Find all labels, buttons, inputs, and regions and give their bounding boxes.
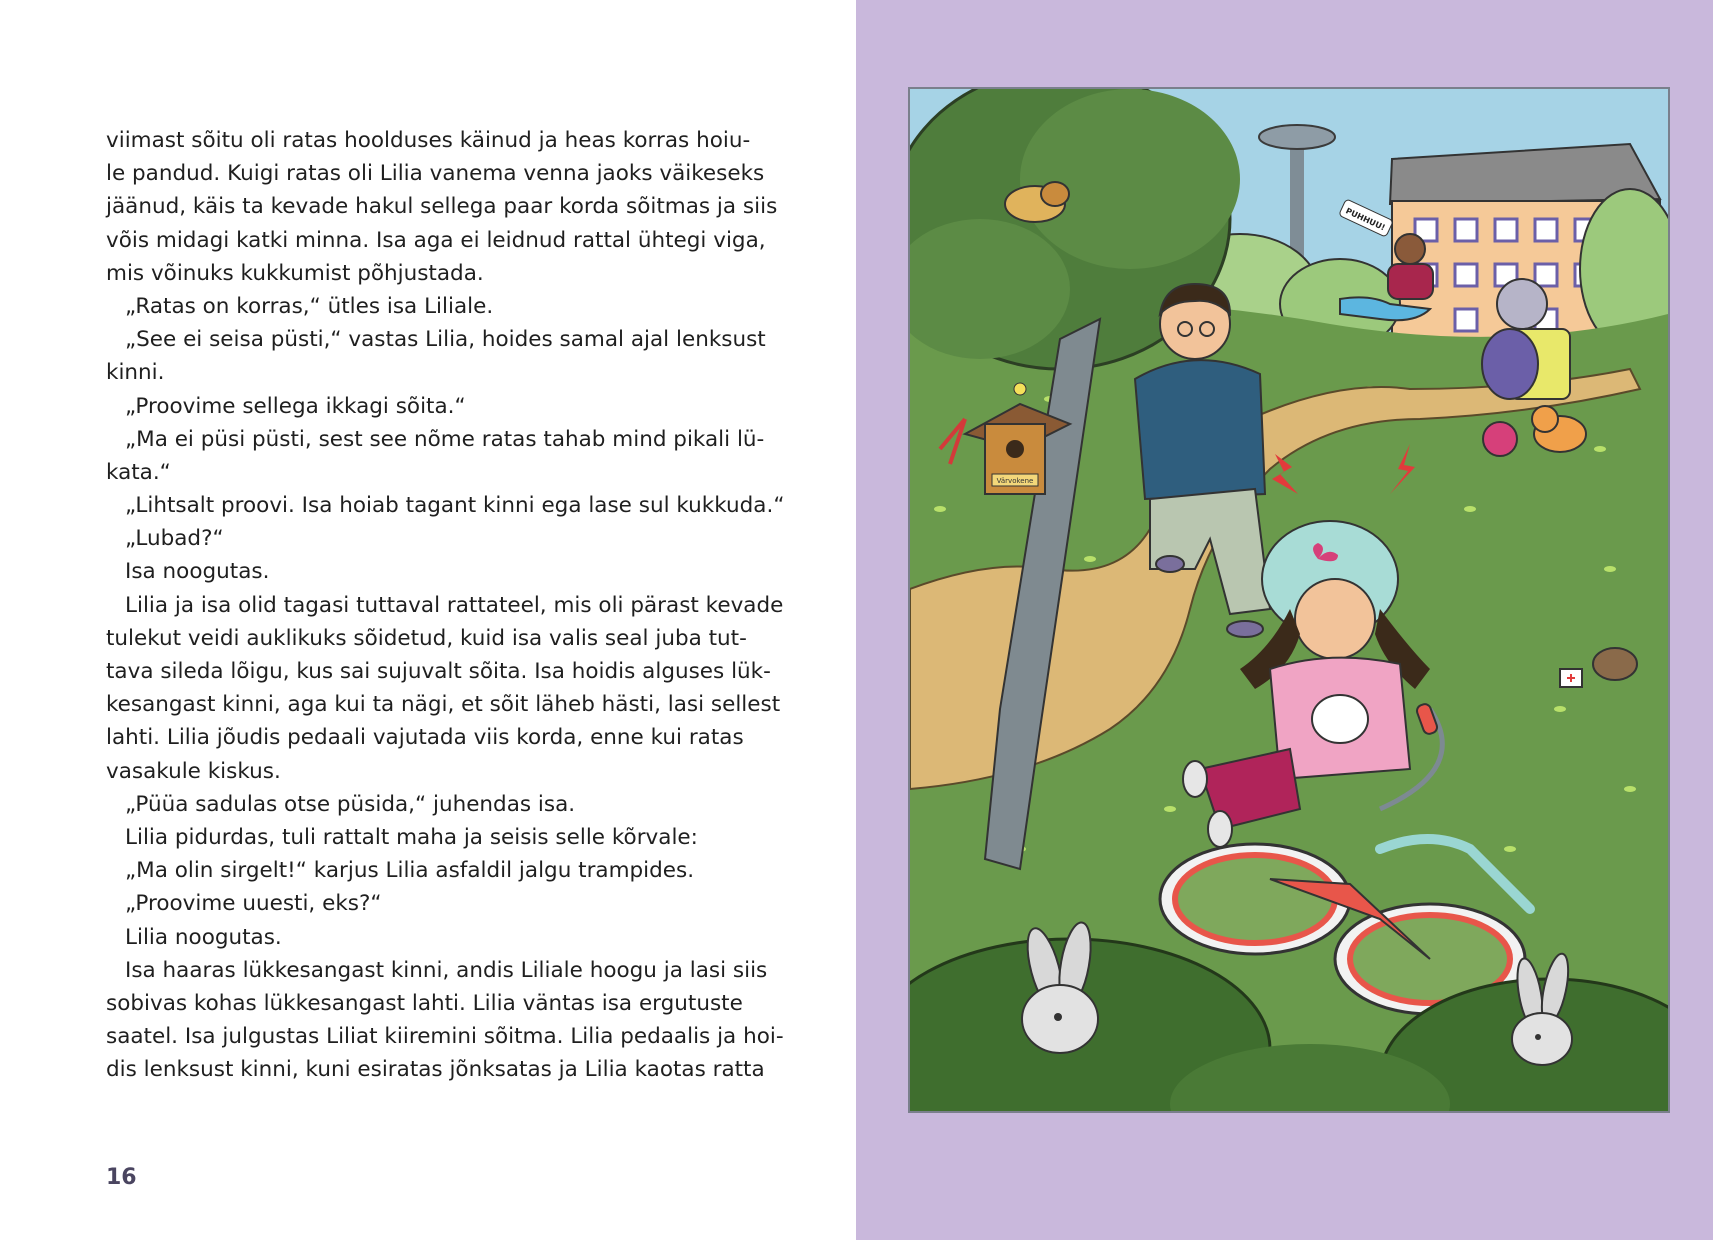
text-line: „Lubad?“: [125, 526, 224, 552]
text-line: Isa haaras lükkesangast kinni, andis Liliale hoogu ja lasi siis: [125, 957, 768, 983]
text-line: kesangast kinni, aga kui ta nägi, et sõit läheb hästi, lasi sellest: [106, 692, 781, 718]
text-line: kata.“: [106, 459, 171, 485]
text-line: võis midagi katki minna. Isa aga ei leidnud rattal ühtegi viga,: [106, 227, 766, 253]
child-sign-text: PUHHUU!: [1344, 206, 1387, 233]
text-line: Lilia pidurdas, tuli rattalt maha ja seisis selle kõrvale:: [125, 824, 698, 850]
text-line: vasakule kiskus.: [106, 758, 281, 784]
text-line: „Ma olin sirgelt!“ karjus Lilia asfaldil jalgu trampides.: [125, 858, 695, 884]
left-page: [0, 0, 856, 1240]
text-line: Isa noogutas.: [125, 559, 270, 585]
text-line: „Ratas on korras,“ ütles isa Liliale.: [125, 293, 494, 319]
text-line: Lilia noogutas.: [125, 924, 282, 950]
text-line: lahti. Lilia jõudis pedaali vajutada viis korda, enne kui ratas: [106, 725, 744, 751]
text-line: dis lenksust kinni, kuni esiratas jõnksatas ja Lilia kaotas ratta: [106, 1057, 765, 1083]
text-line: viimast sõitu oli ratas hoolduses käinud ja heas korras hoiu-: [106, 128, 751, 153]
text-line: „Ma ei püsi püsti, sest see nõme ratas tahab mind pikali lü-: [125, 426, 765, 452]
text-line: „Püüa sadulas otse püsida,“ juhendas isa.: [125, 791, 576, 817]
page-number: 16: [106, 1165, 137, 1190]
text-line: jäänud, käis ta kevade hakul sellega paar korda sõitmas ja siis: [106, 194, 778, 220]
illustration-frame: [908, 87, 1670, 1113]
text-line: „Proovime uuesti, eks?“: [125, 891, 382, 917]
text-line: saatel. Isa julgustas Liliat kiiremini sõitma. Lilia pedaalis ja hoi-: [106, 1024, 784, 1050]
birdhouse-sign: Värvokene: [996, 477, 1034, 485]
text-line: Lilia ja isa olid tagasi tuttaval rattateel, mis oli pärast kevade: [125, 592, 784, 618]
text-line: tava sileda lõigu, kus sai sujuvalt sõita. Isa hoidis alguses lük-: [106, 659, 771, 684]
text-line: „Lihtsalt proovi. Isa hoiab tagant kinni ega lase sul kukkuda.“: [125, 493, 785, 519]
text-line: le pandud. Kuigi ratas oli Lilia vanema venna jaoks väikeseks: [106, 161, 765, 187]
text-line: sobivas kohas lükkesangast lahti. Lilia väntas isa ergutuste: [106, 990, 743, 1016]
illustration: [910, 89, 1668, 1111]
text-line: „Proovime sellega ikkagi sõita.“: [125, 393, 466, 419]
text-line: „See ei seisa püsti,“ vastas Lilia, hoides samal ajal lenksust: [125, 327, 766, 353]
story-text: [106, 124, 785, 1086]
text-line: kinni.: [106, 360, 165, 386]
text-line: mis võinuks kukkumist põhjustada.: [106, 260, 484, 286]
text-line: tulekut veidi auklikuks sõidetud, kuid isa valis seal juba tut-: [106, 625, 747, 651]
